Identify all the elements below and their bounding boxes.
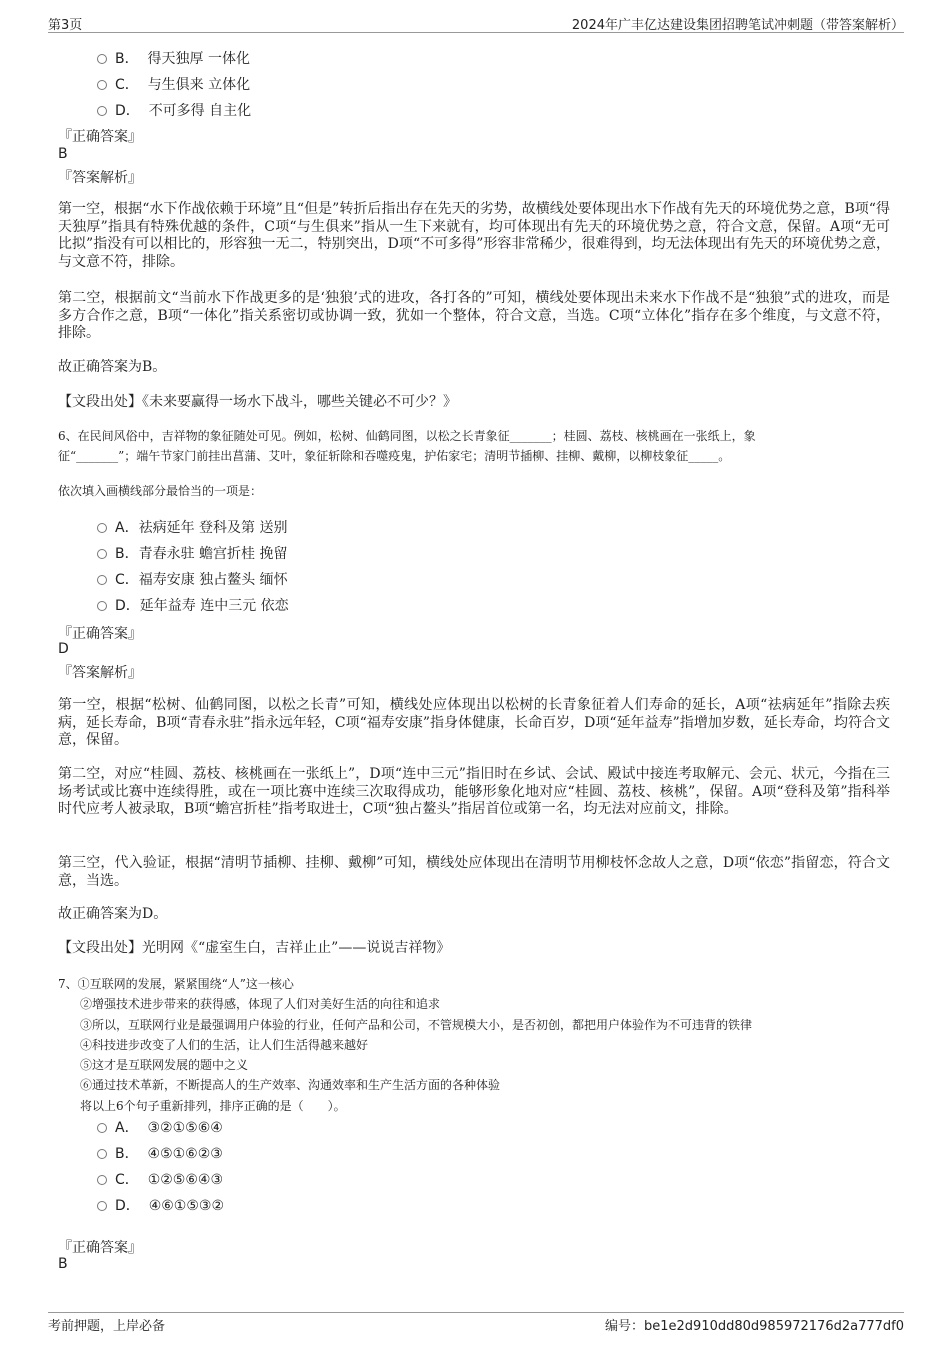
page-number: 第3页 xyxy=(48,18,83,33)
radio-icon[interactable] xyxy=(97,1175,107,1185)
q6-option-a[interactable]: A．祛病延年 登科及第 送别 xyxy=(97,517,287,537)
q7-option-c[interactable]: C． ①②⑤⑥④③ xyxy=(97,1169,223,1189)
analysis-paragraph: 第一空，根据“水下作战依赖于环境”且“但是”转折后指出存在先天的劣势，故横线处要体现出水下作战有先天的环境优势之意，B项“得天独厚”指具有特殊优越的条件，C项“与生俱来”指从一生下来就有，均可体现出有先天的环境优势之意，符合文意，保留。A项“无可比拟”指没有可以相比的，形容独一无二，特别突出，D项“不可多得”形容非常稀少，很难得到，均无法体现出有先天的环境优势之意，与文意不符，排除。 xyxy=(58,201,890,270)
q6-option-c[interactable]: C．福寿安康 独占鳌头 缅怀 xyxy=(97,569,288,589)
sentence-item: ④科技进步改变了人们的生活，让人们生活得越来越好 xyxy=(80,1038,369,1052)
radio-icon[interactable] xyxy=(97,601,107,611)
question-stem: 6、在民间风俗中，吉祥物的象征随处可见。例如，松树、仙鹤同图，以松之长青象征_______；桂圆、荔枝、核桃画在一张纸上，象 征“_______”；端午节家门前挂出菖蒲、艾叶，象征斩除和吞噬疫鬼，护佑家宅；清明节插柳、挂柳、戴柳，以柳枝象征_____。 xyxy=(58,429,756,463)
radio-icon[interactable] xyxy=(97,549,107,559)
document-code: 编号：be1e2d910dd80d985972176d2a777df0 xyxy=(604,1319,904,1334)
analysis-paragraph: 第一空，根据“松树、仙鹤同图，以松之长青”可知，横线处应体现出以松树的长青象征着人们寿命的延长，A项“祛病延年”指除去疾病，延长寿命，B项“青春永驻”指永远年轻，C项“福寿安康”指身体健康，长命百岁，D项“延年益寿”指增加岁数，延长寿命，均符合文意，保留。 xyxy=(58,697,890,748)
sentence-item: ③所以，互联网行业是最强调用户体验的行业，任何产品和公司，不管规模大小，是否初创，都把用户体验作为不可违背的铁律 xyxy=(80,1018,753,1032)
question-instruction: 将以上6个句子重新排列，排序正确的是（ ）。 xyxy=(80,1099,346,1113)
sentence-item: ②增强技术进步带来的获得感，体现了人们对美好生活的向往和追求 xyxy=(80,997,441,1011)
q6-option-d[interactable]: D．延年益寿 连中三元 依恋 xyxy=(97,595,289,615)
q7-option-d[interactable]: D． ④⑥①⑤③② xyxy=(97,1195,224,1215)
question-stem: 7、①互联网的发展，紧紧围绕“人”这一核心 xyxy=(58,977,294,991)
radio-icon[interactable] xyxy=(97,80,107,90)
q5-option-d[interactable]: D． 不可多得 自主化 xyxy=(97,100,251,120)
footer-slogan: 考前押题，上岸必备 xyxy=(48,1319,166,1334)
radio-icon[interactable] xyxy=(97,523,107,533)
sentence-item: ⑤这才是互联网发展的题中之义 xyxy=(80,1058,249,1072)
conclusion: 故正确答案为D。 xyxy=(58,906,168,922)
question-instruction: 依次填入画横线部分最恰当的一项是： xyxy=(58,484,263,498)
page-header xyxy=(48,12,904,33)
answer-label: 『正确答案』 xyxy=(58,129,142,145)
correct-answer: D xyxy=(58,641,69,657)
page-footer xyxy=(48,1312,904,1337)
analysis-paragraph: 第三空，代入验证，根据“清明节插柳、挂柳、戴柳”可知，横线处应体现出在清明节用柳枝怀念故人之意，D项“依恋”指留恋，符合文意，当选。 xyxy=(58,855,890,889)
sentence-item: ⑥通过技术革新，不断提高人的生产效率、沟通效率和生产生活方面的各种体验 xyxy=(80,1078,501,1092)
q6-option-b[interactable]: B．青春永驻 蟾宫折桂 挽留 xyxy=(97,543,288,563)
source-citation: 【文段出处】光明网《“虚室生白，吉祥止止”——说说吉祥物》 xyxy=(58,940,451,956)
radio-icon[interactable] xyxy=(97,1201,107,1211)
answer-label: 『正确答案』 xyxy=(58,626,142,642)
analysis-paragraph: 第二空，对应“桂圆、荔枝、核桃画在一张纸上”，D项“连中三元”指旧时在乡试、会试、殿试中接连考取解元、会元、状元，今指在三场考试或比赛中连续得胜，或在一项比赛中连续三次取得成功，能够形象化地对应“桂圆、荔枝、核桃”，保留。A项“登科及第”指科举时代应考人被录取，B项“蟾宫折桂”指考取进士，C项“独占鳌头”指居首位或第一名，均无法对应前文，排除。 xyxy=(58,766,890,817)
analysis-label: 『答案解析』 xyxy=(58,170,142,186)
radio-icon[interactable] xyxy=(97,575,107,585)
radio-icon[interactable] xyxy=(97,1149,107,1159)
radio-icon[interactable] xyxy=(97,106,107,116)
document-title: 2024年广丰亿达建设集团招聘笔试冲刺题（带答案解析） xyxy=(571,18,904,33)
source-citation: 【文段出处】《未来要赢得一场水下战斗，哪些关键必不可少？》 xyxy=(58,394,457,410)
conclusion: 故正确答案为B。 xyxy=(58,359,167,375)
correct-answer: B xyxy=(58,1256,68,1272)
q7-option-a[interactable]: A． ③②①⑤⑥④ xyxy=(97,1117,223,1137)
answer-label: 『正确答案』 xyxy=(58,1240,142,1256)
q5-option-c[interactable]: C． 与生俱来 立体化 xyxy=(97,74,250,94)
q7-option-b[interactable]: B． ④⑤①⑥②③ xyxy=(97,1143,223,1163)
radio-icon[interactable] xyxy=(97,1123,107,1133)
correct-answer: B xyxy=(58,146,68,162)
analysis-label: 『答案解析』 xyxy=(58,665,142,681)
q5-option-b[interactable]: B． 得天独厚 一体化 xyxy=(97,48,250,68)
radio-icon[interactable] xyxy=(97,54,107,64)
analysis-paragraph: 第二空，根据前文“当前水下作战更多的是‘独狼’式的进攻，各打各的”可知，横线处要体现出未来水下作战不是“独狼”式的进攻，而是多方合作之意，B项“一体化”指关系密切或协调一致，犹如一个整体，符合文意，当选。C项“立体化”指存在多个维度，与文意不符，排除。 xyxy=(58,290,890,341)
